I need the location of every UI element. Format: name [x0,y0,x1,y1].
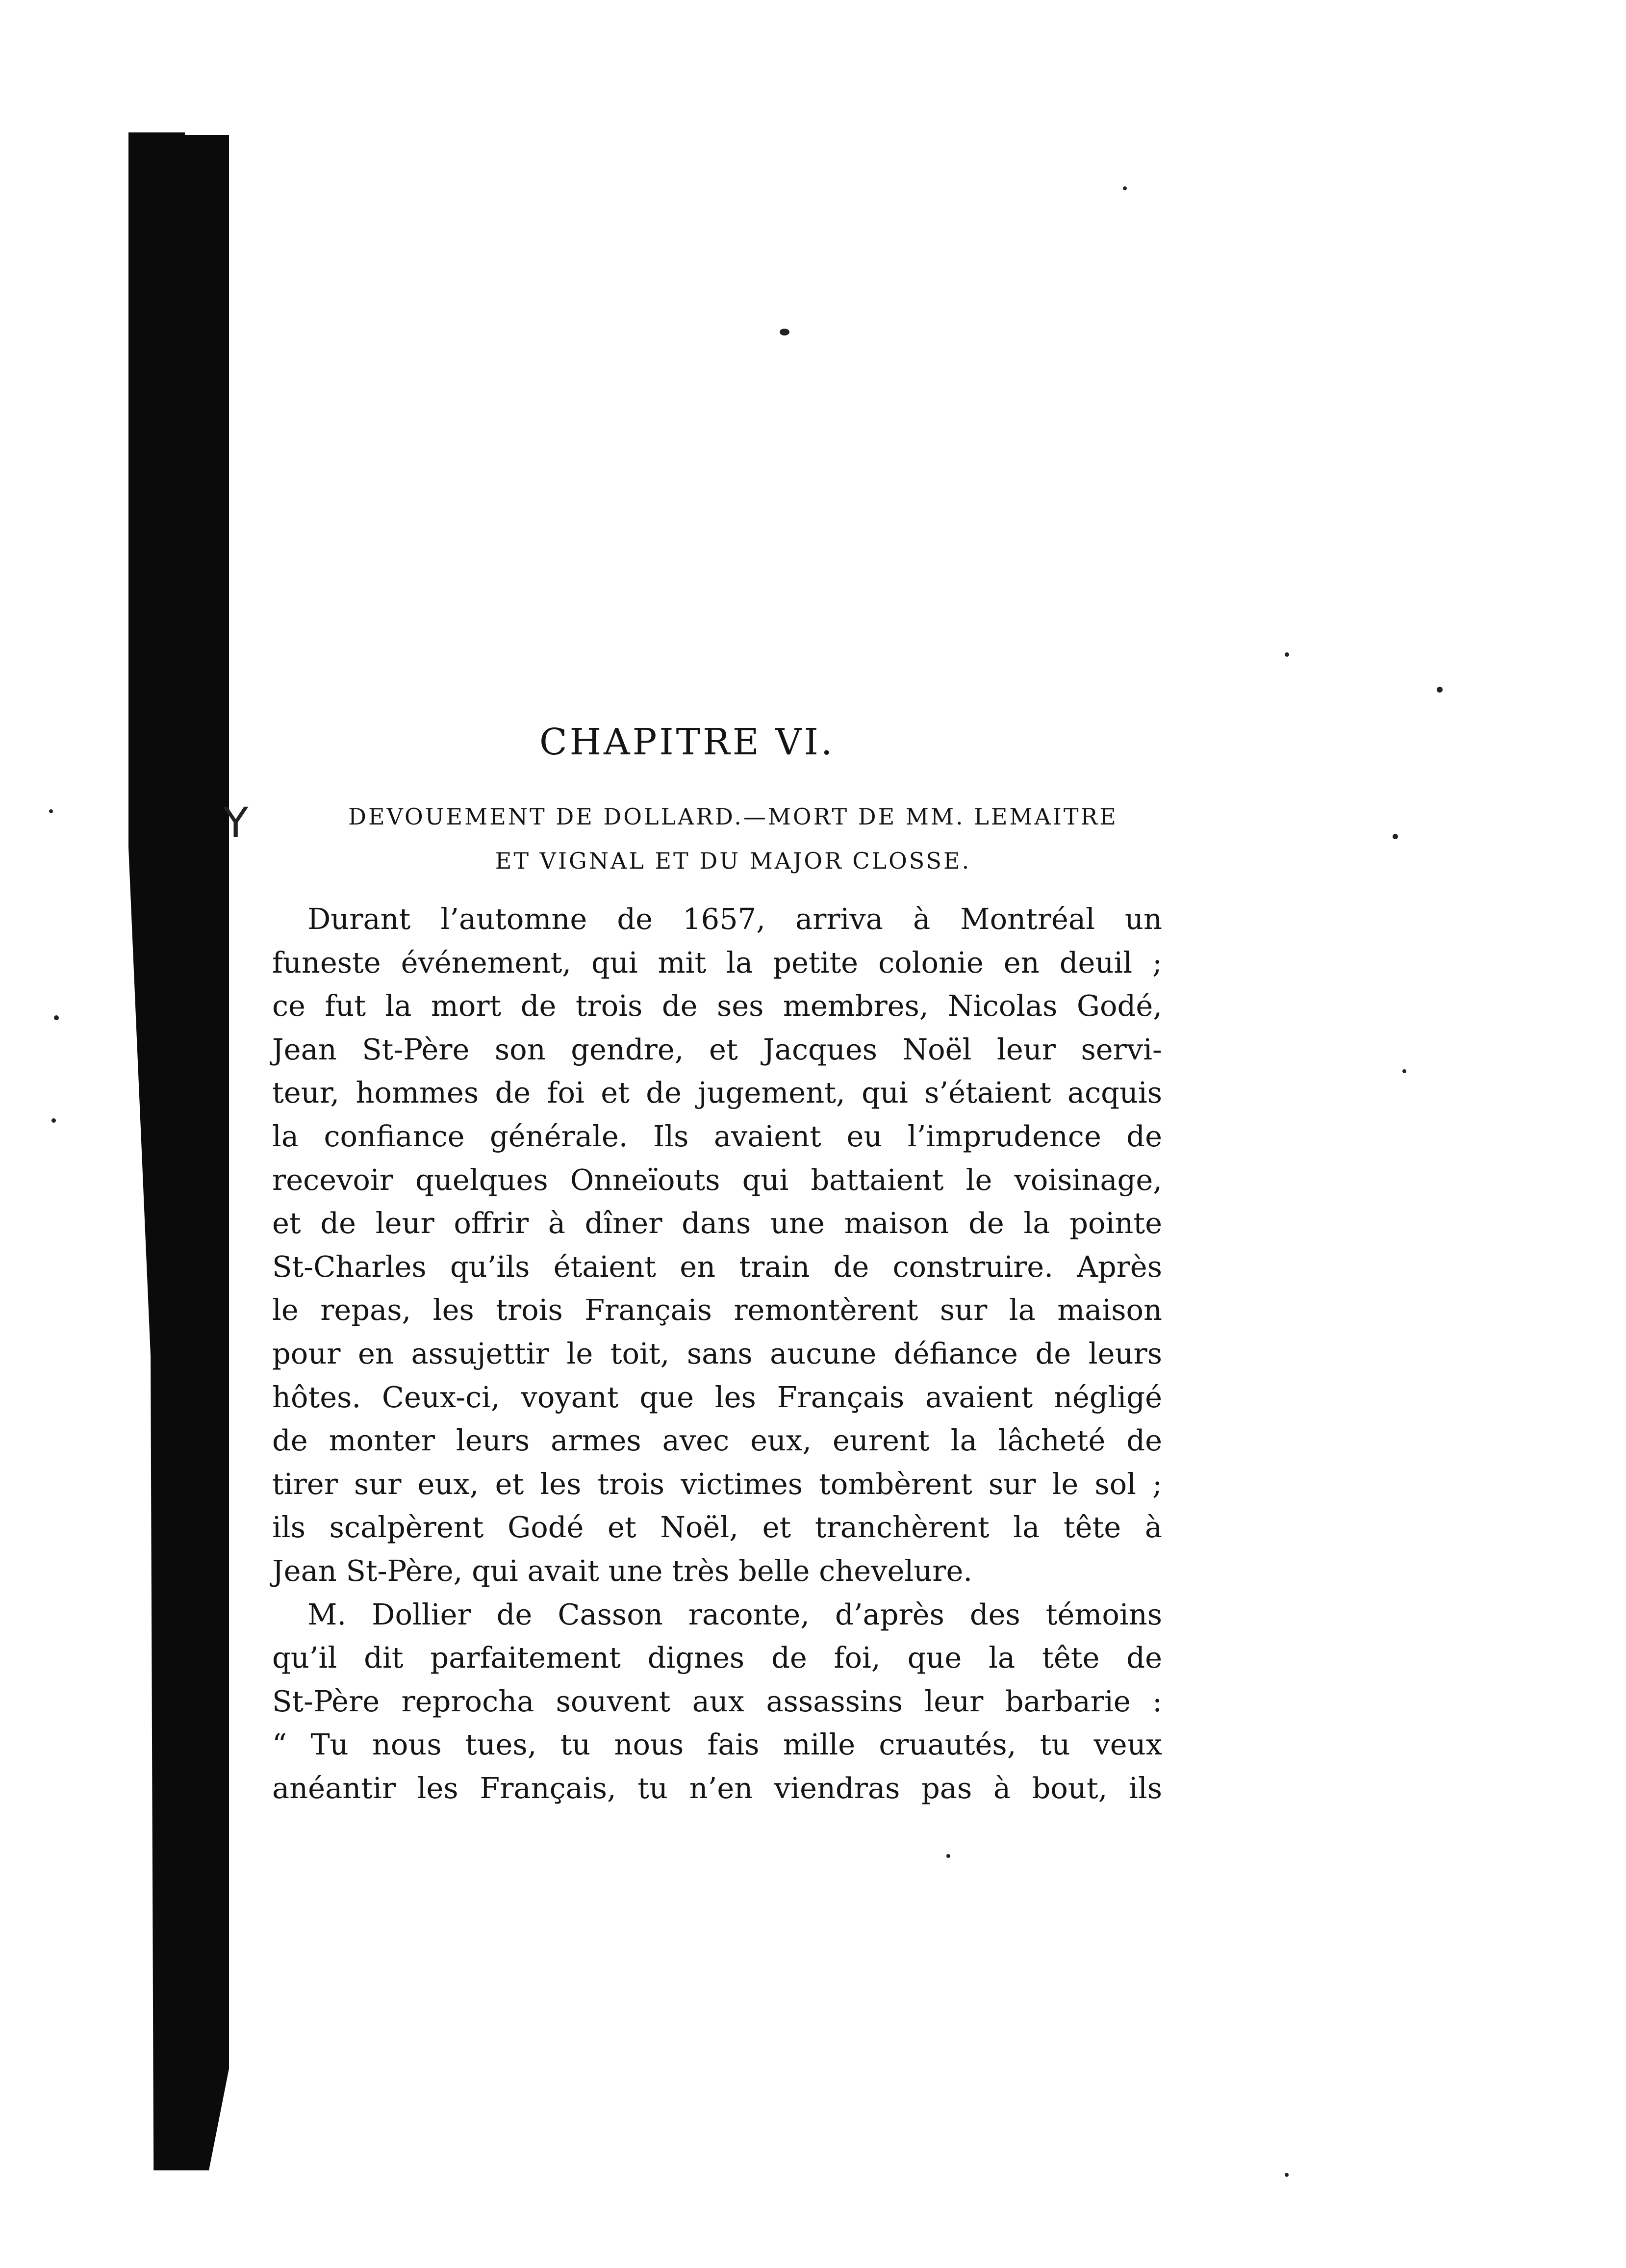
text-line: hôtes. Ceux-ci, voyant que les Français avaient négligé [272,1380,1162,1414]
text-line: qu’il dit parfaitement dignes de foi, que la tête de [272,1641,1162,1675]
speck [780,329,789,335]
speck [51,1118,56,1123]
text-line: pour en assujettir le toit, sans aucune défiance de leurs [272,1336,1162,1370]
chapter-subtitle-line: DEVOUEMENT DE DOLLARD.—MORT DE MM. LEMAITRE [348,803,1118,830]
text-line: la confiance générale. Ils avaient eu l’imprudence de [272,1119,1162,1153]
text-line: funeste événement, qui mit la petite colonie en deuil ; [272,945,1162,979]
text-line: St-Père reprocha souvent aux assassins leur barbarie : [272,1684,1162,1718]
text-line: St-Charles qu’ils étaient en train de construire. Après [272,1249,1162,1284]
paragraph [272,1593,1162,1810]
text-line: Durant l’automne de 1657, arriva à Montréal un [307,902,1162,936]
text-line: M. Dollier de Casson raconte, d’après des témoins [307,1597,1162,1631]
text-line: de monter leurs armes avec eux, eurent la lâcheté de [272,1423,1162,1458]
text-line: ils scalpèrent Godé et Noël, et tranchèrent la tête à [272,1510,1162,1545]
speck [1437,687,1443,693]
text-line: Jean St-Père son gendre, et Jacques Noël leur servi- [272,1032,1162,1066]
speck [1402,1069,1406,1073]
text-line: recevoir quelques Onneïouts qui battaient le voisinage, [272,1162,1162,1197]
text-line: ce fut la mort de trois de ses membres, Nicolas Godé, [272,989,1162,1023]
speck [946,1854,950,1858]
speck [54,1015,59,1020]
text-line: Jean St-Père, qui avait une très belle chevelure. [272,1553,973,1588]
text-line: teur, hommes de foi et de jugement, qui s’étaient acquis [272,1076,1162,1110]
margin-annotation-mark: Y [223,799,249,847]
speck [1285,2173,1289,2177]
speck [1393,834,1398,839]
text-line: anéantir les Français, tu n’en viendras pas à bout, ils [272,1771,1162,1805]
text-line: le repas, les trois Français remontèrent sur la maison [272,1293,1162,1327]
chapter-title: CHAPITRE VI. [539,721,835,763]
text-line: et de leur offrir à dîner dans une maison de la pointe [272,1206,1162,1240]
speck [49,809,53,813]
speck [1123,186,1127,190]
text-line: “ Tu nous tues, tu nous fais mille cruautés, tu veux [272,1727,1162,1762]
binding-shadow [128,135,229,2170]
paragraph [272,898,1162,1593]
chapter-subtitle [275,795,1192,883]
body-text [272,898,1162,1810]
speck [1285,652,1289,657]
text-line: tirer sur eux, et les trois victimes tombèrent sur le sol ; [272,1467,1162,1501]
chapter-subtitle-line: ET VIGNAL ET DU MAJOR CLOSSE. [495,848,971,874]
